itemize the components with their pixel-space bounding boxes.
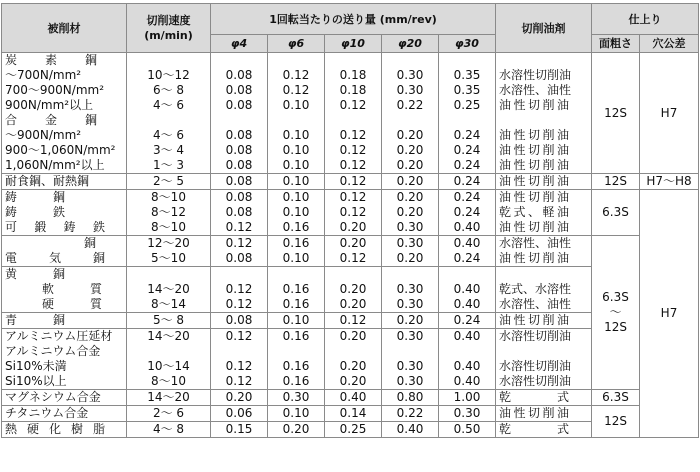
- finish-roughness-part: 12S: [604, 320, 627, 334]
- material-cell: [2, 267, 127, 283]
- feed-cell: 0.12: [325, 143, 382, 158]
- oil-label: 油性切削油: [499, 143, 570, 157]
- feed-cell: 0.40: [439, 282, 496, 297]
- feed-cell: 0.12: [211, 282, 268, 297]
- feed-cell: [382, 53, 439, 69]
- feed-cell: 0.20: [325, 236, 382, 252]
- material-label: 炭 素 鋼: [5, 53, 97, 67]
- feed-cell: 0.30: [382, 220, 439, 236]
- oil-label: 油性切削油: [499, 251, 570, 265]
- finish-roughness-part: ～: [609, 305, 622, 319]
- feed-cell: 0.10: [268, 313, 325, 329]
- material-label: 可鍛鋳鉄: [5, 220, 105, 234]
- speed-cell: [127, 53, 211, 69]
- material-cell: [2, 143, 127, 158]
- feed-cell: 0.10: [268, 190, 325, 206]
- feed-cell: 0.10: [268, 98, 325, 113]
- finish-roughness-part: 6.3S: [602, 290, 629, 304]
- feed-cell: 0.06: [211, 406, 268, 422]
- feed-cell: 0.10: [268, 143, 325, 158]
- oil-cell: [496, 282, 592, 297]
- feed-cell: [268, 113, 325, 128]
- oil-cell: [496, 68, 592, 83]
- oil-cell: [496, 297, 592, 313]
- oil-cell: [496, 313, 592, 329]
- feed-cell: 0.24: [439, 143, 496, 158]
- header-finish: 仕上り: [592, 4, 699, 35]
- feed-cell: 0.24: [439, 251, 496, 267]
- header-tolerance: 穴公差: [640, 35, 699, 53]
- material-cell: [2, 53, 127, 69]
- table-row: [2, 236, 699, 252]
- material-label: 700～900N/mm²: [5, 83, 105, 97]
- feed-cell: 0.08: [211, 143, 268, 158]
- feed-cell: 0.12: [325, 174, 382, 190]
- feed-cell: 0.40: [439, 374, 496, 390]
- feed-cell: 0.24: [439, 313, 496, 329]
- speed-cell: 8～10: [127, 190, 211, 206]
- header-diameter-20: φ20: [382, 35, 439, 53]
- feed-cell: 0.30: [382, 83, 439, 98]
- feed-cell: 0.40: [439, 236, 496, 252]
- feed-cell: 0.20: [382, 205, 439, 220]
- feed-cell: [325, 53, 382, 69]
- feed-cell: [211, 113, 268, 128]
- header-diameter-30: φ30: [439, 35, 496, 53]
- feed-cell: 0.12: [325, 98, 382, 113]
- material-label: Si10%未満: [5, 359, 67, 373]
- material-label: アルミニウム合金: [5, 344, 101, 358]
- feed-cell: 0.30: [268, 390, 325, 406]
- material-label: 900～1,060N/mm²: [5, 143, 116, 157]
- oil-cell: [496, 329, 592, 345]
- feed-cell: 0.40: [439, 297, 496, 313]
- feed-cell: [268, 344, 325, 359]
- speed-cell: 2～ 5: [127, 174, 211, 190]
- material-label: 銅: [84, 236, 97, 250]
- oil-cell: [496, 406, 592, 422]
- speed-cell: 2～ 6: [127, 406, 211, 422]
- feed-cell: 0.18: [325, 83, 382, 98]
- feed-cell: 0.20: [325, 297, 382, 313]
- oil-label: 油性切削油: [499, 406, 570, 420]
- feed-cell: 0.35: [439, 68, 496, 83]
- finish-roughness-6-3s: 6.3S: [592, 190, 640, 236]
- oil-cell: [496, 53, 592, 69]
- oil-label: 水溶性切削油: [499, 329, 572, 343]
- feed-cell: 0.20: [325, 374, 382, 390]
- header-diameter-10: φ10: [325, 35, 382, 53]
- feed-cell: 0.12: [211, 236, 268, 252]
- material-cell: [2, 128, 127, 143]
- feed-cell: 0.40: [439, 220, 496, 236]
- speed-cell: 6～ 8: [127, 83, 211, 98]
- material-cell: [2, 374, 127, 390]
- speed-cell: 10～12: [127, 68, 211, 83]
- material-cell: [2, 83, 127, 98]
- feed-cell: 0.30: [382, 374, 439, 390]
- material-label: 軟 質: [42, 282, 102, 296]
- speed-cell: 14～20: [127, 329, 211, 345]
- feed-cell: 0.30: [382, 68, 439, 83]
- oil-cell: [496, 359, 592, 374]
- feed-cell: 0.30: [382, 329, 439, 345]
- finish-tolerance-h7-h8: H7～H8: [640, 174, 699, 190]
- material-cell: [2, 68, 127, 83]
- feed-cell: 0.12: [211, 297, 268, 313]
- header-feed: 1回転当たりの送り量 (mm/rev): [211, 4, 496, 35]
- table-row: [2, 390, 699, 406]
- oil-cell: [496, 236, 592, 252]
- oil-cell: [496, 174, 592, 190]
- feed-cell: 0.20: [325, 282, 382, 297]
- material-label: 青 銅: [5, 313, 65, 327]
- feed-cell: 0.24: [439, 158, 496, 174]
- feed-cell: 0.08: [211, 313, 268, 329]
- feed-cell: 0.12: [211, 359, 268, 374]
- feed-cell: 0.08: [211, 158, 268, 174]
- oil-cell: [496, 83, 592, 98]
- feed-cell: 0.20: [268, 422, 325, 438]
- feed-cell: 0.08: [211, 68, 268, 83]
- cutting-conditions-table: [1, 3, 699, 438]
- feed-cell: 0.10: [268, 406, 325, 422]
- oil-label: 乾 式: [499, 422, 570, 436]
- oil-cell: [496, 267, 592, 283]
- feed-cell: [439, 344, 496, 359]
- oil-label: 油性切削油: [499, 220, 570, 234]
- material-label: 鋳 鉄: [5, 205, 65, 219]
- oil-cell: [496, 205, 592, 220]
- feed-cell: 0.30: [382, 297, 439, 313]
- table-row: [2, 53, 699, 69]
- feed-cell: [439, 53, 496, 69]
- oil-label: 水溶性切削油: [499, 68, 572, 82]
- material-cell: [2, 390, 127, 406]
- feed-cell: 0.24: [439, 128, 496, 143]
- material-cell: [2, 251, 127, 267]
- feed-cell: 0.08: [211, 98, 268, 113]
- material-cell: [2, 113, 127, 128]
- speed-cell: 8～14: [127, 297, 211, 313]
- material-label: 合 金 鋼: [5, 113, 97, 127]
- speed-cell: 4～ 6: [127, 98, 211, 113]
- oil-label: 水溶性切削油: [499, 374, 572, 388]
- feed-cell: 0.30: [382, 282, 439, 297]
- material-label: 鋳 鋼: [5, 190, 65, 204]
- oil-cell: [496, 98, 592, 113]
- feed-cell: 0.40: [439, 359, 496, 374]
- table-row: [2, 406, 699, 422]
- feed-cell: 0.20: [382, 190, 439, 206]
- oil-label: 油性切削油: [499, 158, 570, 172]
- feed-cell: 0.20: [325, 329, 382, 345]
- feed-cell: [382, 344, 439, 359]
- feed-cell: 0.20: [325, 359, 382, 374]
- oil-cell: [496, 251, 592, 267]
- oil-cell: [496, 220, 592, 236]
- material-cell: [2, 297, 127, 313]
- material-label: 900N/mm²以上: [5, 98, 94, 112]
- oil-label: 油性切削油: [499, 174, 570, 188]
- header-diameter-4: φ4: [211, 35, 268, 53]
- material-label: 硬 質: [42, 297, 102, 311]
- feed-cell: 0.12: [325, 205, 382, 220]
- material-cell: [2, 220, 127, 236]
- feed-cell: 0.35: [439, 83, 496, 98]
- speed-cell: 12～20: [127, 236, 211, 252]
- material-cell: [2, 174, 127, 190]
- feed-cell: 0.30: [439, 406, 496, 422]
- material-label: ～700N/mm²: [5, 68, 82, 82]
- feed-cell: 0.10: [268, 205, 325, 220]
- material-cell: [2, 205, 127, 220]
- header-speed-label: 切削速度: [146, 14, 191, 27]
- oil-label: 水溶性、油性: [499, 236, 572, 250]
- header-diameter-6: φ6: [268, 35, 325, 53]
- feed-cell: 0.22: [382, 406, 439, 422]
- table-row: [2, 190, 699, 206]
- oil-label: 水溶性、油性: [499, 297, 572, 311]
- oil-cell: [496, 422, 592, 438]
- feed-cell: 0.20: [211, 390, 268, 406]
- speed-cell: 8～10: [127, 220, 211, 236]
- feed-cell: 0.12: [325, 251, 382, 267]
- finish-roughness-6-3s-12s: [592, 236, 640, 390]
- speed-cell: 4～ 6: [127, 128, 211, 143]
- feed-cell: [325, 344, 382, 359]
- material-cell: [2, 406, 127, 422]
- feed-cell: 0.40: [325, 390, 382, 406]
- feed-cell: 0.12: [211, 329, 268, 345]
- feed-cell: 0.22: [382, 98, 439, 113]
- feed-cell: 0.20: [382, 313, 439, 329]
- feed-cell: 0.12: [325, 158, 382, 174]
- oil-cell: [496, 344, 592, 359]
- feed-cell: 0.18: [325, 68, 382, 83]
- header-material: 被削材: [2, 4, 127, 53]
- feed-cell: 0.25: [439, 98, 496, 113]
- feed-cell: 0.24: [439, 205, 496, 220]
- feed-cell: [268, 53, 325, 69]
- header-roughness: 面粗さ: [592, 35, 640, 53]
- feed-cell: [211, 53, 268, 69]
- feed-cell: 0.08: [211, 83, 268, 98]
- table-row: [2, 174, 699, 190]
- speed-cell: 8～10: [127, 374, 211, 390]
- oil-cell: [496, 143, 592, 158]
- feed-cell: 0.14: [325, 406, 382, 422]
- oil-cell: [496, 190, 592, 206]
- feed-cell: [325, 113, 382, 128]
- feed-cell: 0.10: [268, 158, 325, 174]
- feed-cell: 0.12: [325, 190, 382, 206]
- speed-cell: [127, 113, 211, 128]
- finish-roughness-6-3s: 6.3S: [592, 390, 640, 406]
- speed-cell: 5～ 8: [127, 313, 211, 329]
- oil-label: 水溶性、油性: [499, 83, 572, 97]
- feed-cell: 0.16: [268, 297, 325, 313]
- oil-cell: [496, 128, 592, 143]
- feed-cell: 0.20: [382, 143, 439, 158]
- material-label: チタニウム合金: [5, 406, 89, 420]
- feed-cell: 0.40: [439, 329, 496, 345]
- speed-cell: 5～10: [127, 251, 211, 267]
- feed-cell: 0.08: [211, 205, 268, 220]
- feed-cell: [382, 113, 439, 128]
- feed-cell: 0.25: [325, 422, 382, 438]
- material-cell: [2, 344, 127, 359]
- feed-cell: [211, 344, 268, 359]
- feed-cell: 0.16: [268, 236, 325, 252]
- feed-cell: 0.30: [382, 236, 439, 252]
- feed-cell: 0.08: [211, 128, 268, 143]
- finish-roughness-12s: 12S: [592, 174, 640, 190]
- finish-roughness-12s: 12S: [592, 406, 640, 438]
- feed-cell: 0.12: [211, 220, 268, 236]
- feed-cell: 0.20: [325, 220, 382, 236]
- feed-cell: [382, 267, 439, 283]
- feed-cell: 0.10: [268, 174, 325, 190]
- speed-cell: 3～ 4: [127, 143, 211, 158]
- speed-cell: 10～14: [127, 359, 211, 374]
- material-label: マグネシウム合金: [5, 390, 101, 404]
- oil-label: 乾式、水溶性: [499, 282, 572, 296]
- oil-label: 乾式、軽油: [499, 205, 570, 219]
- material-label: 黄 銅: [5, 267, 65, 281]
- material-label: アルミニウム圧延材: [5, 329, 113, 343]
- material-label: 1,060N/mm²以上: [5, 158, 105, 172]
- feed-cell: 0.30: [382, 359, 439, 374]
- speed-cell: 8～12: [127, 205, 211, 220]
- material-cell: [2, 190, 127, 206]
- feed-cell: 0.08: [211, 174, 268, 190]
- feed-cell: 0.10: [268, 128, 325, 143]
- material-cell: [2, 329, 127, 345]
- feed-cell: 0.20: [382, 174, 439, 190]
- speed-cell: 14～20: [127, 282, 211, 297]
- feed-cell: [325, 267, 382, 283]
- finish-roughness-12s: 12S: [592, 53, 640, 174]
- feed-cell: [439, 267, 496, 283]
- material-label: 耐食鋼、耐熱鋼: [5, 174, 90, 188]
- feed-cell: 0.16: [268, 282, 325, 297]
- oil-cell: [496, 390, 592, 406]
- feed-cell: [211, 267, 268, 283]
- feed-cell: 0.12: [325, 313, 382, 329]
- feed-cell: 0.12: [325, 128, 382, 143]
- material-cell: [2, 313, 127, 329]
- feed-cell: 0.20: [382, 251, 439, 267]
- oil-label: 油性切削油: [499, 98, 570, 112]
- feed-cell: 0.20: [382, 128, 439, 143]
- feed-cell: 0.08: [211, 251, 268, 267]
- oil-label: 乾 式: [499, 390, 570, 404]
- feed-cell: 0.10: [268, 251, 325, 267]
- table-body: [2, 53, 699, 438]
- feed-cell: 0.12: [268, 83, 325, 98]
- speed-cell: 14～20: [127, 390, 211, 406]
- feed-cell: 0.12: [268, 68, 325, 83]
- feed-cell: 0.50: [439, 422, 496, 438]
- feed-cell: 0.20: [382, 158, 439, 174]
- material-cell: [2, 158, 127, 174]
- feed-cell: 0.24: [439, 190, 496, 206]
- speed-cell: [127, 267, 211, 283]
- feed-cell: 0.16: [268, 374, 325, 390]
- material-cell: [2, 422, 127, 438]
- oil-label: 油性切削油: [499, 190, 570, 204]
- speed-cell: 1～ 3: [127, 158, 211, 174]
- feed-cell: 0.08: [211, 190, 268, 206]
- header-oil: 切削油剤: [496, 4, 592, 53]
- feed-cell: 0.40: [382, 422, 439, 438]
- feed-cell: 0.24: [439, 174, 496, 190]
- feed-cell: 0.80: [382, 390, 439, 406]
- material-label: 電 気 銅: [5, 251, 105, 265]
- material-label: Si10%以上: [5, 374, 67, 388]
- material-label: ～900N/mm²: [5, 128, 82, 142]
- material-cell: [2, 359, 127, 374]
- speed-cell: [127, 344, 211, 359]
- oil-cell: [496, 158, 592, 174]
- feed-cell: [268, 267, 325, 283]
- feed-cell: [439, 113, 496, 128]
- material-cell: [2, 236, 127, 252]
- material-label: 熱硬化樹脂: [5, 422, 105, 436]
- feed-cell: 1.00: [439, 390, 496, 406]
- material-cell: [2, 282, 127, 297]
- speed-cell: 4～ 8: [127, 422, 211, 438]
- material-cell: [2, 98, 127, 113]
- oil-label: 油性切削油: [499, 128, 570, 142]
- feed-cell: 0.16: [268, 329, 325, 345]
- feed-cell: 0.15: [211, 422, 268, 438]
- finish-tolerance-h7: H7: [640, 190, 699, 438]
- oil-cell: [496, 374, 592, 390]
- feed-cell: 0.16: [268, 220, 325, 236]
- feed-cell: 0.12: [211, 374, 268, 390]
- oil-cell: [496, 113, 592, 128]
- oil-label: 水溶性切削油: [499, 359, 572, 373]
- header-speed: [127, 4, 211, 53]
- header-speed-unit: (m/min): [144, 29, 193, 42]
- feed-cell: 0.16: [268, 359, 325, 374]
- finish-tolerance-h7: H7: [640, 53, 699, 174]
- oil-label: 油性切削油: [499, 313, 570, 327]
